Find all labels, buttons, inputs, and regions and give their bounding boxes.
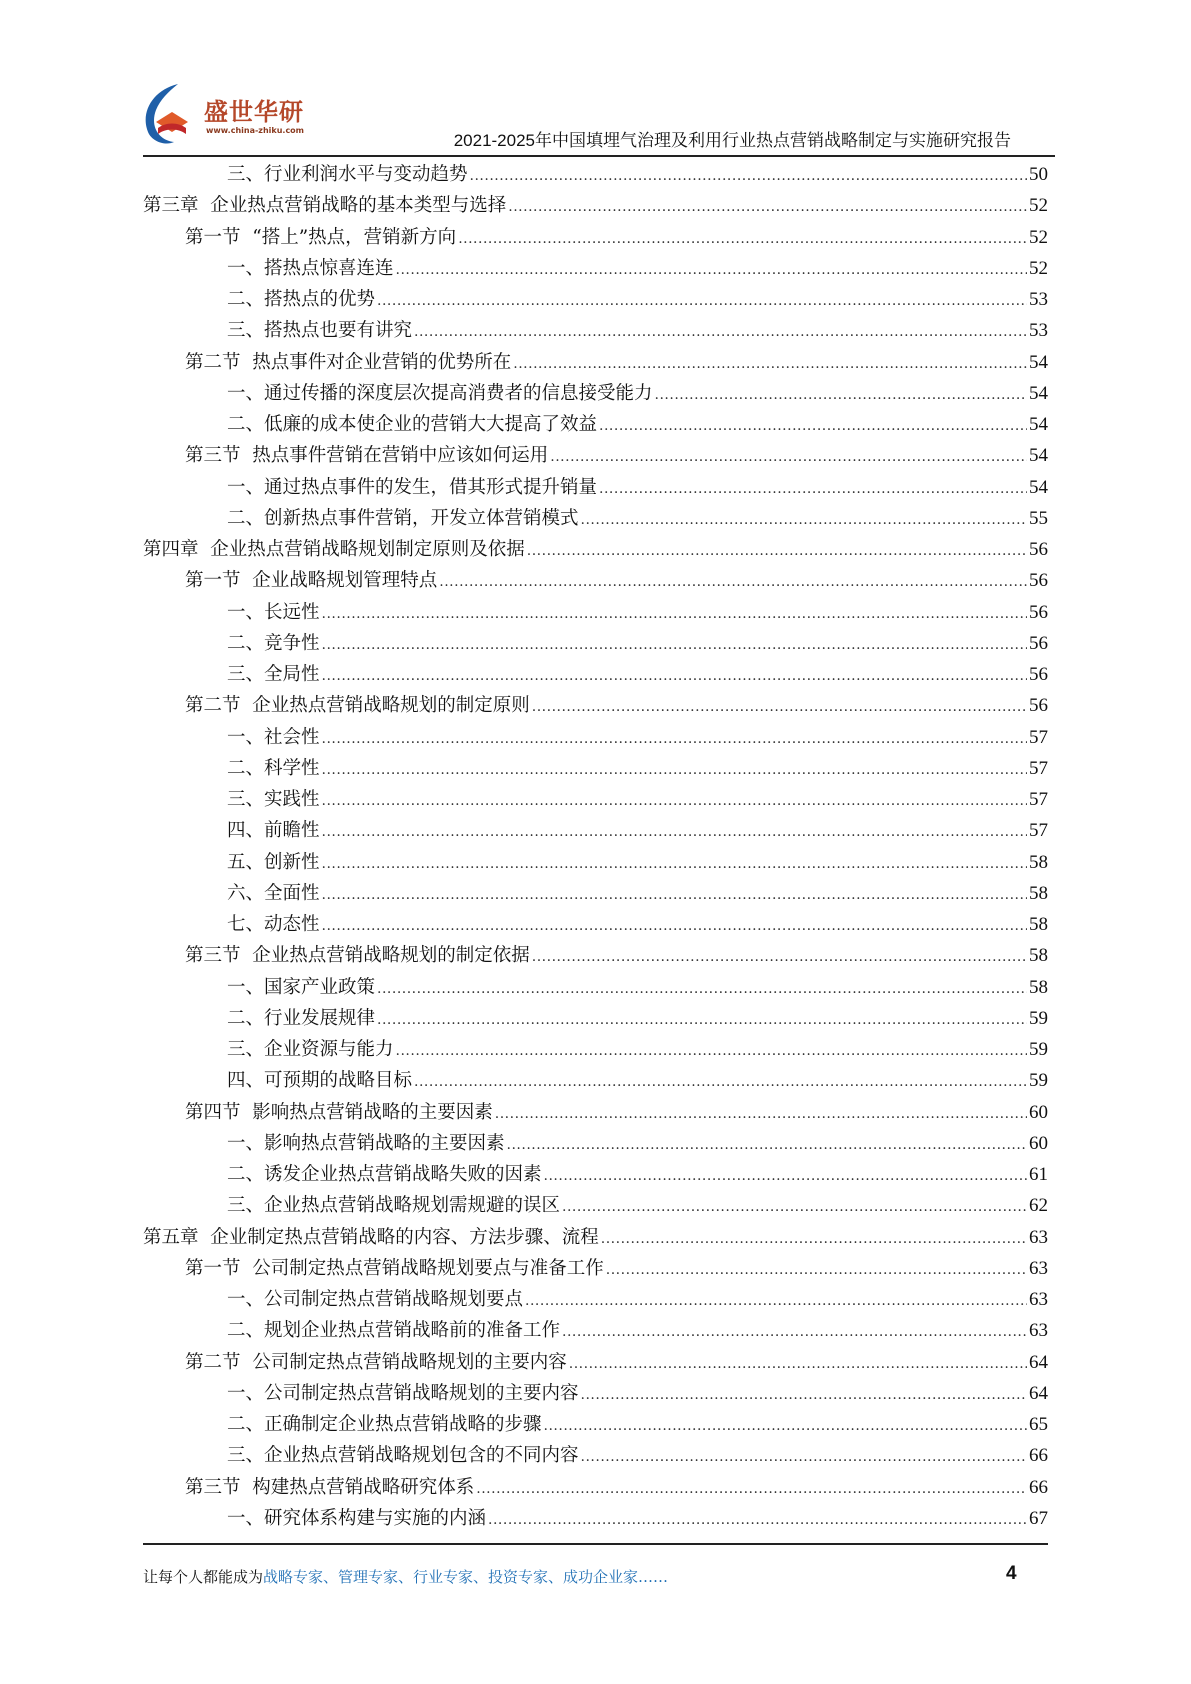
toc-entry-label: 六、全面性: [227, 882, 320, 904]
toc-leader-dots: [322, 918, 1027, 934]
toc-entry[interactable]: [185, 348, 1048, 379]
toc-entry-label: 一、研究体系构建与实施的内涵: [227, 1507, 487, 1529]
toc-entry[interactable]: [227, 1129, 1048, 1160]
toc-entry-page: 57: [1029, 820, 1048, 842]
toc-entry[interactable]: [227, 1379, 1048, 1410]
toc-leader-dots: [470, 168, 1027, 184]
toc-entry[interactable]: [227, 473, 1048, 504]
toc-entry-page: 56: [1029, 632, 1048, 654]
toc-entry-label: 第一节 “搭上”热点，营销新方向: [185, 226, 457, 248]
toc-leader-dots: [396, 262, 1027, 278]
toc-leader-dots: [569, 1356, 1027, 1372]
toc-entry-page: 65: [1029, 1414, 1048, 1435]
toc-entry-page: 54: [1029, 414, 1048, 435]
toc-entry-page: 66: [1029, 1445, 1048, 1467]
toc-leader-dots: [377, 981, 1027, 997]
toc-leader-dots: [322, 731, 1027, 747]
toc-leader-dots: [581, 512, 1027, 528]
toc-entry-label: 二、行业发展规律: [227, 1007, 376, 1029]
toc-leader-dots: [550, 449, 1027, 465]
toc-entry-page: 62: [1029, 1195, 1048, 1217]
toc-leader-dots: [655, 387, 1027, 403]
toc-entry-label: 四、前瞻性: [227, 820, 320, 842]
toc-entry-label: 第二节 热点事件对企业营销的优势所在: [185, 351, 512, 373]
toc-entry-page: 64: [1029, 1351, 1048, 1373]
toc-entry-label: 三、企业热点营销战略规划包含的不同内容: [227, 1445, 579, 1467]
toc-leader-dots: [322, 856, 1027, 872]
toc-entry[interactable]: [143, 191, 1048, 222]
toc-entry[interactable]: [227, 1066, 1048, 1097]
toc-entry-page: 63: [1029, 1320, 1048, 1342]
toc-entry[interactable]: [227, 379, 1048, 410]
toc-leader-dots: [527, 543, 1027, 559]
toc-entry-page: 59: [1029, 1039, 1048, 1060]
toc-entry-page: 52: [1029, 226, 1048, 248]
toc-entry-label: 第三节 企业热点营销战略规划的制定依据: [185, 945, 530, 967]
toc-entry-page: 56: [1029, 539, 1048, 560]
toc-entry-label: 七、动态性: [227, 914, 320, 935]
toc-leader-dots: [322, 824, 1027, 840]
toc-entry-page: 67: [1029, 1507, 1048, 1529]
toc-entry-page: 52: [1029, 257, 1048, 279]
toc-entry-label: 一、影响热点营销战略的主要因素: [227, 1132, 505, 1154]
toc-entry[interactable]: [227, 160, 1048, 191]
toc-leader-dots: [544, 1168, 1027, 1184]
toc-entry-page: 64: [1029, 1382, 1048, 1404]
toc-entry[interactable]: [227, 879, 1048, 910]
toc-entry-label: 第三节 热点事件营销在营销中应该如何运用: [185, 445, 549, 467]
toc-entry-page: 60: [1029, 1132, 1048, 1154]
toc-entry-label: 四、可预期的战略目标: [227, 1070, 413, 1092]
toc-entry[interactable]: [185, 1254, 1048, 1285]
toc-entry-label: 第三章 企业热点营销战略的基本类型与选择: [143, 195, 507, 217]
toc-entry-page: 60: [1029, 1101, 1048, 1123]
toc-entry-label: 三、企业资源与能力: [227, 1039, 394, 1060]
toc-entry[interactable]: [185, 691, 1048, 722]
toc-entry-page: 57: [1029, 726, 1048, 748]
toc-entry-page: 66: [1029, 1476, 1048, 1498]
toc-entry[interactable]: [185, 1473, 1048, 1504]
toc-leader-dots: [581, 1449, 1027, 1465]
toc-entry-label: 第四节 影响热点营销战略的主要因素: [185, 1101, 493, 1123]
toc-leader-dots: [396, 1043, 1027, 1059]
toc-entry-label: 二、创新热点事件营销，开发立体营销模式: [227, 507, 579, 529]
toc-entry[interactable]: [227, 1285, 1048, 1316]
toc-leader-dots: [377, 293, 1027, 309]
toc-entry[interactable]: [227, 1504, 1048, 1535]
toc-entry-page: 58: [1029, 914, 1048, 935]
toc-entry-page: 50: [1029, 164, 1048, 185]
toc-entry-label: 二、搭热点的优势: [227, 289, 376, 310]
toc-entry-page: 58: [1029, 882, 1048, 904]
toc-entry-label: 二、规划企业热点营销战略前的准备工作: [227, 1320, 561, 1342]
toc-leader-dots: [532, 699, 1027, 715]
toc-entry-label: 三、搭热点也要有讲究: [227, 320, 413, 342]
page-number: 4: [1006, 1563, 1017, 1584]
toc-leader-dots: [544, 1418, 1027, 1434]
logo-url: www.china-zhiku.com: [206, 126, 305, 135]
toc-entry[interactable]: [227, 254, 1048, 285]
slogan-prefix: 让每个人都能成为: [143, 1568, 264, 1586]
toc-entry-page: 58: [1029, 976, 1048, 998]
toc-leader-dots: [562, 1324, 1027, 1340]
toc-entry-label: 二、诱发企业热点营销战略失败的因素: [227, 1164, 542, 1185]
toc-entry-label: 一、公司制定热点营销战略规划的主要内容: [227, 1382, 579, 1404]
toc-entry-label: 第一节 企业战略规划管理特点: [185, 570, 438, 592]
toc-entry-label: 第二节 企业热点营销战略规划的制定原则: [185, 695, 530, 717]
toc-entry[interactable]: [227, 785, 1048, 816]
footer-slogan: [143, 1566, 668, 1587]
toc-entry-label: 一、国家产业政策: [227, 976, 376, 998]
toc-entry-page: 54: [1029, 476, 1048, 498]
toc-leader-dots: [322, 762, 1027, 778]
toc-entry-label: 二、正确制定企业热点营销战略的步骤: [227, 1414, 542, 1435]
toc-entry-label: 第四章 企业热点营销战略规划制定原则及依据: [143, 539, 525, 560]
toc-entry[interactable]: [227, 816, 1048, 847]
toc-entry[interactable]: [227, 316, 1048, 347]
toc-entry-page: 59: [1029, 1070, 1048, 1092]
toc-leader-dots: [322, 887, 1027, 903]
toc-entry[interactable]: [227, 754, 1048, 785]
logo-text: 盛世华研: [204, 98, 304, 126]
toc-leader-dots: [599, 481, 1027, 497]
toc-leader-dots: [458, 231, 1027, 247]
toc-entry[interactable]: [227, 910, 1048, 941]
slogan-highlight: 战略专家、管理专家、行业专家、投资专家、成功企业家……: [263, 1568, 669, 1586]
toc-entry[interactable]: [227, 848, 1048, 879]
toc-entry[interactable]: [227, 1004, 1048, 1035]
toc-entry[interactable]: [227, 723, 1048, 754]
toc-entry-page: 54: [1029, 382, 1048, 404]
toc-entry[interactable]: [185, 223, 1048, 254]
toc-entry-label: 二、竞争性: [227, 632, 320, 654]
toc-entry-page: 57: [1029, 789, 1048, 810]
toc-entry-page: 53: [1029, 289, 1048, 310]
toc-entry-page: 58: [1029, 851, 1048, 873]
toc-entry[interactable]: [227, 285, 1048, 316]
toc-leader-dots: [476, 1481, 1027, 1497]
toc-leader-dots: [322, 637, 1027, 653]
toc-entry[interactable]: [227, 973, 1048, 1004]
toc-entry-label: 一、长远性: [227, 601, 320, 623]
toc-entry-label: 三、企业热点营销战略规划需规避的误区: [227, 1195, 561, 1217]
toc-entry-label: 一、通过热点事件的发生，借其形式提升销量: [227, 476, 598, 498]
toc-entry-label: 第一节 公司制定热点营销战略规划要点与准备工作: [185, 1257, 604, 1279]
toc-entry[interactable]: [227, 1035, 1048, 1066]
toc-entry[interactable]: [227, 1410, 1048, 1441]
toc-entry[interactable]: [185, 1348, 1048, 1379]
toc-entry-label: 第三节 构建热点营销战略研究体系: [185, 1476, 475, 1498]
toc-leader-dots: [322, 668, 1027, 684]
toc-entry[interactable]: [185, 441, 1048, 472]
toc-leader-dots: [322, 606, 1027, 622]
toc-entry-label: 三、实践性: [227, 789, 320, 810]
toc-entry-page: 63: [1029, 1289, 1048, 1310]
toc-entry-page: 59: [1029, 1007, 1048, 1029]
toc-leader-dots: [495, 1106, 1027, 1122]
toc-entry-label: 一、搭热点惊喜连连: [227, 257, 394, 279]
toc-entry-page: 58: [1029, 945, 1048, 967]
toc-entry[interactable]: [227, 504, 1048, 535]
toc-entry-label: 一、社会性: [227, 726, 320, 748]
toc-entry[interactable]: [227, 629, 1048, 660]
report-title: 2021-2025年中国填埋气治理及利用行业热点营销战略制定与实施研究报告: [453, 131, 1011, 150]
toc-entry-label: 三、行业利润水平与变动趋势: [227, 164, 468, 185]
toc-entry-page: 54: [1029, 351, 1048, 373]
toc-leader-dots: [513, 356, 1027, 372]
toc-entry-page: 55: [1029, 507, 1048, 529]
logo-mark-icon: [138, 82, 208, 146]
toc-leader-dots: [562, 1199, 1027, 1215]
toc-leader-dots: [377, 1012, 1027, 1028]
toc-entry-page: 52: [1029, 195, 1048, 217]
toc-entry[interactable]: [227, 1191, 1048, 1222]
toc-entry[interactable]: [227, 410, 1048, 441]
toc-entry[interactable]: [143, 1223, 1048, 1254]
toc-entry-page: 56: [1029, 570, 1048, 592]
toc-entry-label: 二、低廉的成本使企业的营销大大提高了效益: [227, 414, 598, 435]
toc-entry[interactable]: [185, 566, 1048, 597]
toc-entry[interactable]: [227, 660, 1048, 691]
toc-leader-dots: [488, 1512, 1027, 1528]
header-divider: [143, 155, 1055, 157]
toc-entry-page: 63: [1029, 1226, 1048, 1248]
toc-leader-dots: [525, 1293, 1027, 1309]
toc-entry[interactable]: [227, 1316, 1048, 1347]
toc-leader-dots: [414, 324, 1027, 340]
toc-entry-label: 二、科学性: [227, 757, 320, 779]
toc-entry-page: 56: [1029, 601, 1048, 623]
toc-entry-label: 一、公司制定热点营销战略规划要点: [227, 1289, 524, 1310]
toc-leader-dots: [601, 1231, 1027, 1247]
toc-leader-dots: [439, 574, 1027, 590]
toc-entry-page: 56: [1029, 664, 1048, 685]
toc-entry[interactable]: [227, 1441, 1048, 1472]
toc-entry-page: 53: [1029, 320, 1048, 342]
toc-leader-dots: [599, 418, 1027, 434]
toc-leader-dots: [507, 1137, 1027, 1153]
toc-entry[interactable]: [185, 1098, 1048, 1129]
toc-leader-dots: [606, 1262, 1027, 1278]
toc-leader-dots: [322, 793, 1027, 809]
toc-entry-label: 一、通过传播的深度层次提高消费者的信息接受能力: [227, 382, 653, 404]
toc-entry[interactable]: [227, 1160, 1048, 1191]
toc-entry-label: 五、创新性: [227, 851, 320, 873]
toc-entry[interactable]: [185, 941, 1048, 972]
toc-leader-dots: [532, 949, 1027, 965]
company-logo: [138, 82, 308, 146]
footer-divider: [143, 1543, 1048, 1545]
toc-leader-dots: [508, 199, 1027, 215]
toc-leader-dots: [581, 1387, 1027, 1403]
toc-entry-label: 三、全局性: [227, 664, 320, 685]
toc-entry-page: 57: [1029, 757, 1048, 779]
toc-entry-label: 第二节 公司制定热点营销战略规划的主要内容: [185, 1351, 567, 1373]
toc-entry-page: 56: [1029, 695, 1048, 717]
toc-entry[interactable]: [143, 535, 1048, 566]
toc-entry-page: 61: [1029, 1164, 1048, 1185]
toc-leader-dots: [414, 1074, 1027, 1090]
toc-entry[interactable]: [227, 598, 1048, 629]
toc-entry-label: 第五章 企业制定热点营销战略的内容、方法步骤、流程: [143, 1226, 599, 1248]
toc-entry-page: 54: [1029, 445, 1048, 467]
toc-entry-page: 63: [1029, 1257, 1048, 1279]
